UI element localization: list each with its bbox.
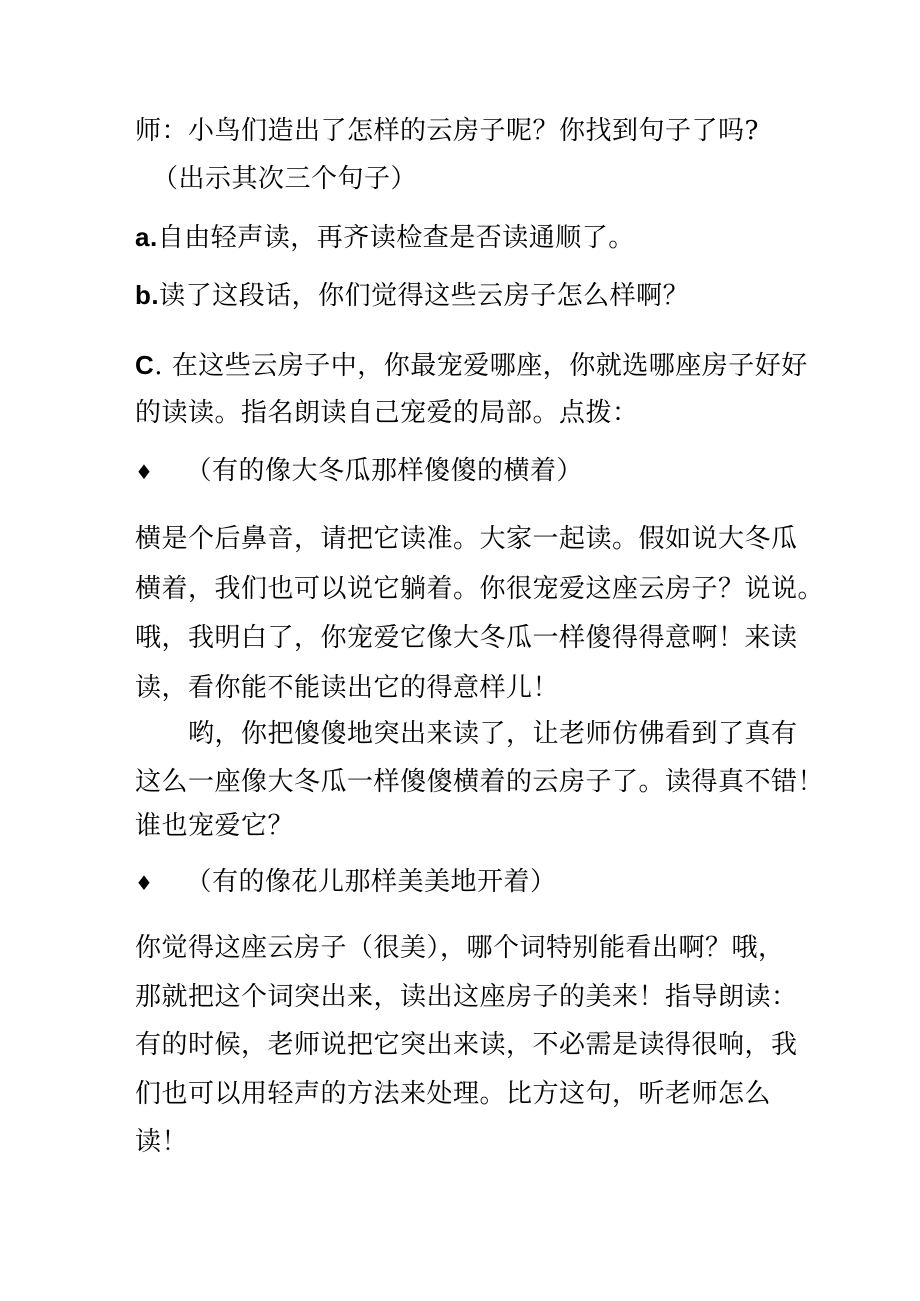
bullet-text: （有的像花儿那样美美地开着） [185,867,557,897]
paragraph-line: （出示其次三个句子） [152,164,418,194]
list-item-text: 自由轻声读，再齐读检查是否读通顺了。 [157,223,635,253]
paragraph-line: 横着，我们也可以说它躺着。你很宠爱这座云房子？说说。 [135,574,825,604]
paragraph-line: 师：小鸟们造出了怎样的云房子呢？你找到句子了吗? [135,116,759,146]
paragraph-line: 的读读。指名朗读自己宠爱的局部。点拨： [135,398,639,428]
list-item-c [135,349,808,382]
list-item-b [135,279,689,312]
list-label: a. [135,222,158,252]
diamond-bullet-icon: ♦ [135,871,154,895]
list-label: b. [135,280,160,310]
list-item-text: . 在这些云房子中，你最宠爱哪座，你就选哪座房子好好 [154,351,808,381]
list-item-text: 读了这段话，你们觉得这些云房子怎么样啊？ [159,281,690,311]
paragraph-line: 谁也宠爱它？ [135,811,295,841]
bullet-item [135,455,583,488]
paragraph-line: 你觉得这座云房子（很美），哪个词特别能看出啊？哦， [135,933,785,963]
bullet-item [135,866,556,899]
paragraph-line: 哟，你把傻傻地突出来读了，让老师仿佛看到了真有 [188,719,798,749]
paragraph-line: 那就把这个词突出来，读出这座房子的美来！指导朗读： [135,982,798,1012]
paragraph-line: 读，看你能不能读出它的得意样儿！ [135,673,560,703]
list-item-a [135,221,635,254]
diamond-bullet-icon: ♦ [135,460,154,484]
paragraph-line: 哦，我明白了，你宠爱它像大冬瓜一样傻得得意啊！来读 [135,623,798,653]
list-label: C [135,350,155,380]
bullet-text: （有的像大冬瓜那样傻傻的横着） [185,456,583,486]
paragraph-line: 有的时候，老师说把它突出来读，不必需是读得很响，我 [135,1030,798,1060]
paragraph-line: 读！ [135,1127,189,1157]
paragraph-line: 们也可以用轻声的方法来处理。比方这句，听老师怎么 [135,1079,772,1109]
paragraph-line: 横是个后鼻音，请把它读准。大家一起读。假如说大冬瓜 [135,524,798,554]
paragraph-line: 这么一座像大冬瓜一样傻傻横着的云房子了。读得真不错！ [135,767,825,797]
